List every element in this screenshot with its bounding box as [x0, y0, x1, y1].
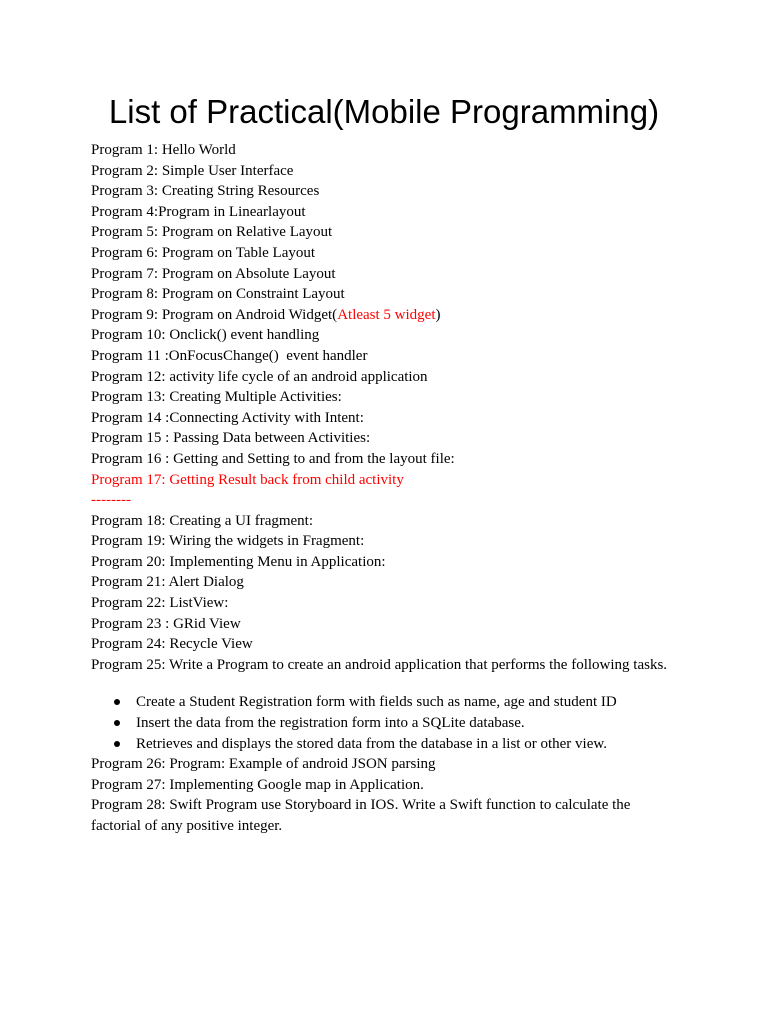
program-item: Program 24: Recycle View	[91, 636, 253, 653]
task-bullet-item	[91, 734, 691, 755]
program-item: Program 15 : Passing Data between Activities:	[91, 430, 371, 447]
program-item: Program 1: Hello World	[91, 142, 236, 158]
task-bullet-item	[91, 692, 691, 713]
program-item: Program 6: Program on Table Layout	[91, 244, 316, 261]
program-item: Program 13: Creating Multiple Activities:	[91, 389, 342, 406]
task-text: Create a Student Registration form with fields such as name, age and student ID	[136, 694, 617, 711]
program-item: Program 14 :Connecting Activity with Intent:	[91, 409, 364, 426]
program-item: Program 18: Creating a UI fragment:	[91, 512, 314, 529]
program-item: Program 8: Program on Constraint Layout	[91, 286, 345, 303]
separator-dashes: --------	[91, 492, 131, 509]
program-item-17: Program 17: Getting Result back from child activity	[91, 471, 404, 488]
program-item: Program 2: Simple User Interface	[91, 162, 294, 179]
bullet-icon	[114, 741, 120, 747]
program-item: Program 3: Creating String Resources	[91, 183, 320, 200]
program-item: Program 20: Implementing Menu in Application:	[91, 553, 386, 570]
program-item: Program 12: activity life cycle of an android application	[91, 368, 428, 385]
program-item: Program 26: Program: Example of android JSON parsing	[91, 756, 436, 773]
program-item: Program 4:Program in Linearlayout	[91, 203, 306, 220]
program-item: Program 23 : GRid View	[91, 615, 241, 632]
program-item-9	[91, 305, 691, 326]
program-9-highlight: Atleast 5 widget	[337, 306, 436, 323]
program-9-suffix: )	[435, 306, 441, 323]
program-list	[91, 140, 691, 837]
bullet-icon	[114, 720, 120, 726]
program-item: Program 19: Wiring the widgets in Fragment:	[91, 533, 365, 550]
program-item: Program 11 :OnFocusChange() event handler	[91, 347, 368, 364]
program-9-prefix: Program 9: Program on Android Widget(	[91, 306, 338, 323]
program-item: Program 25: Write a Program to create an android application that performs the following tasks.	[91, 656, 668, 673]
task-text: Retrieves and displays the stored data from the database in a list or other view.	[136, 735, 607, 752]
program-item: Program 16 : Getting and Setting to and from the layout file:	[91, 450, 455, 467]
program-item: Program 7: Program on Absolute Layout	[91, 265, 336, 282]
bullet-icon	[114, 699, 120, 705]
program-item: Program 5: Program on Relative Layout	[91, 224, 333, 241]
task-bullet-list	[91, 692, 691, 754]
program-item-28: Program 28: Swift Program use Storyboard in IOS. Write a Swift function to calculate the factorial of any positive integer.	[91, 797, 631, 834]
program-item: Program 21: Alert Dialog	[91, 574, 244, 591]
program-item: Program 10: Onclick() event handling	[91, 327, 320, 344]
task-text: Insert the data from the registration form into a SQLite database.	[136, 715, 525, 732]
page-title: List of Practical(Mobile Programming)	[108, 93, 660, 130]
program-item: Program 27: Implementing Google map in Application.	[91, 776, 424, 793]
task-bullet-item	[91, 713, 691, 734]
program-item: Program 22: ListView:	[91, 595, 229, 612]
